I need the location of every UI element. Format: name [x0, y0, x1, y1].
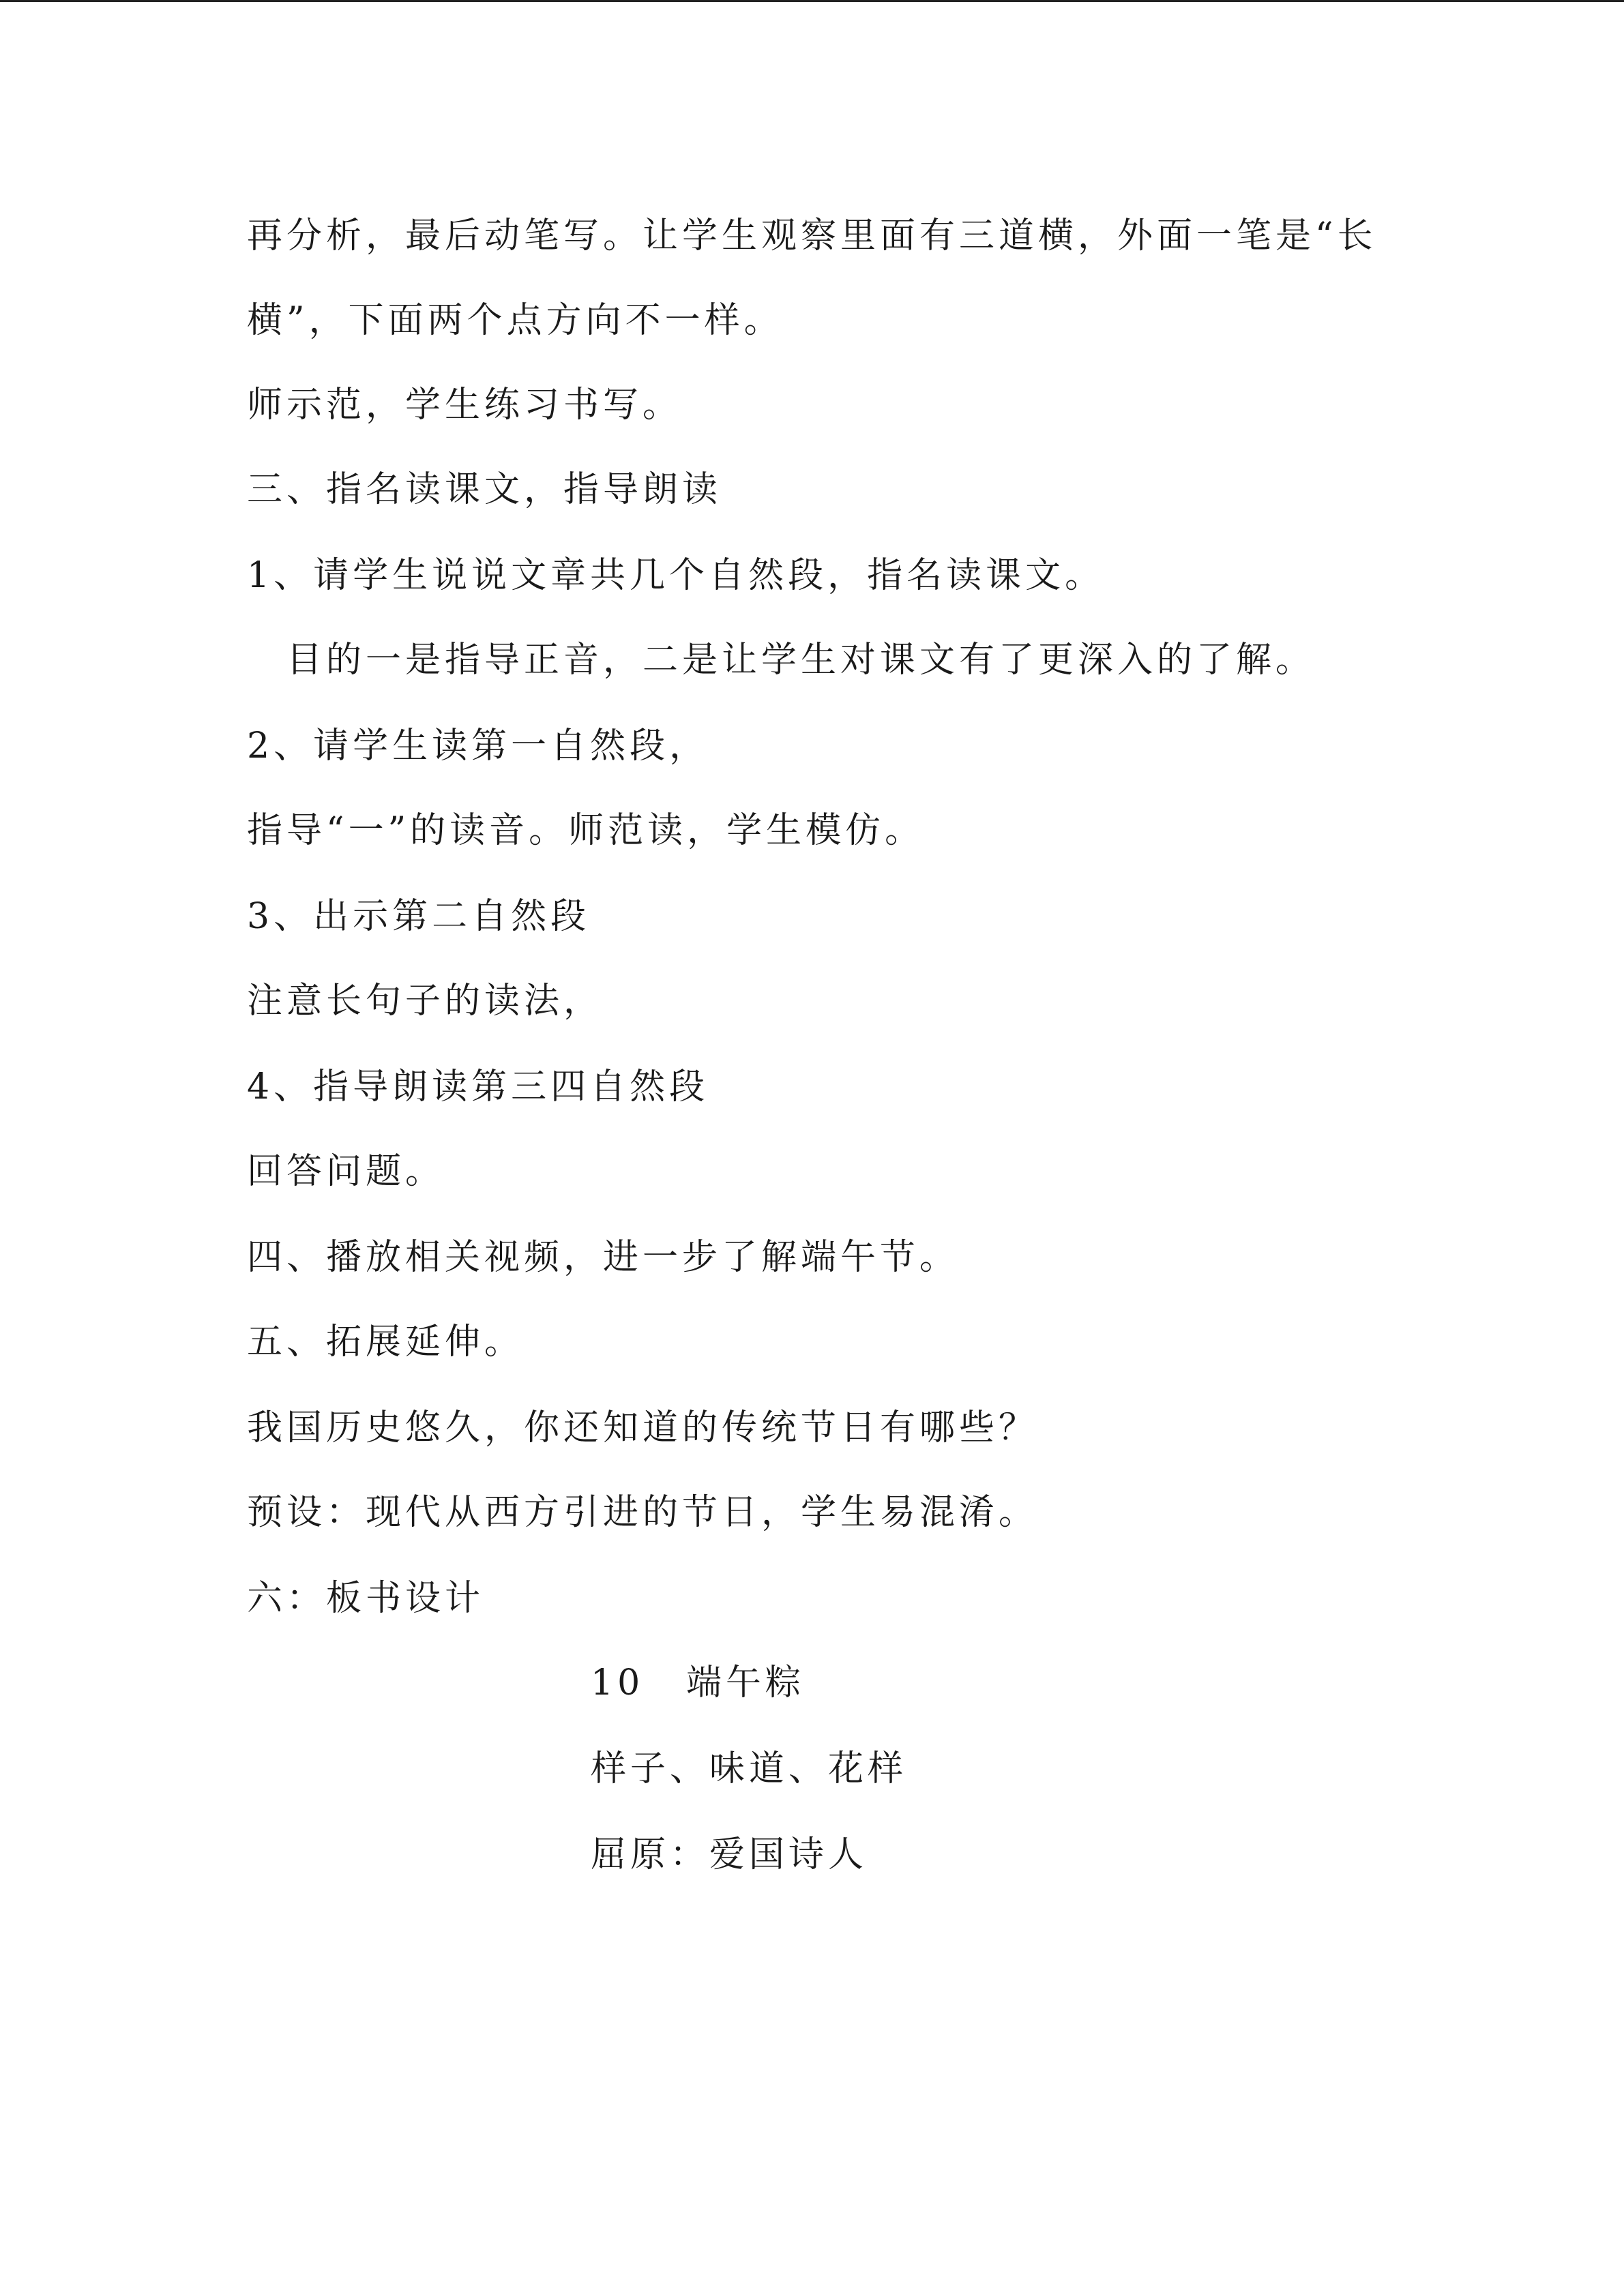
text-line: 指导“一”的读音。师范读，学生模仿。 [247, 810, 925, 851]
text-line: 师示范，学生练习书写。 [247, 385, 683, 426]
board-title-line [591, 1663, 805, 1703]
board-line: 屈原：爱国诗人 [591, 1834, 868, 1875]
text-line: 我国历史悠久，你还知道的传统节日有哪些？ [247, 1407, 1039, 1448]
section-heading: 四、播放相关视频，进一步了解端午节。 [247, 1237, 960, 1278]
text-line: 2、请学生读第一自然段， [247, 726, 709, 766]
board-number: 10 [591, 1663, 645, 1703]
section-heading: 三、指名读课文，指导朗读 [247, 469, 722, 510]
text-line: 预设：现代从西方引进的节日，学生易混淆。 [247, 1492, 1039, 1533]
board-title: 端午粽 [686, 1663, 806, 1703]
text-line: 回答问题。 [247, 1151, 445, 1192]
text-line: 4、指导朗读第三四自然段 [247, 1067, 709, 1107]
text-line: 3、出示第二自然段 [247, 896, 591, 937]
text-line: 横”，下面两个点方向不一样。 [247, 300, 784, 341]
section-heading: 五、拓展延伸。 [247, 1322, 525, 1362]
board-line: 样子、味道、花样 [591, 1748, 908, 1789]
text-line: 注意长句子的读法， [247, 981, 604, 1022]
text-line: 目的一是指导正音，二是让学生对课文有了更深入的了解。 [286, 640, 1316, 681]
section-heading: 六：板书设计 [247, 1578, 485, 1619]
text-line: 再分析，最后动笔写。让学生观察里面有三道横，外面一笔是“长 [247, 215, 1377, 256]
text-line: 1、请学生说说文章共几个自然段，指名读课文。 [247, 555, 1105, 596]
